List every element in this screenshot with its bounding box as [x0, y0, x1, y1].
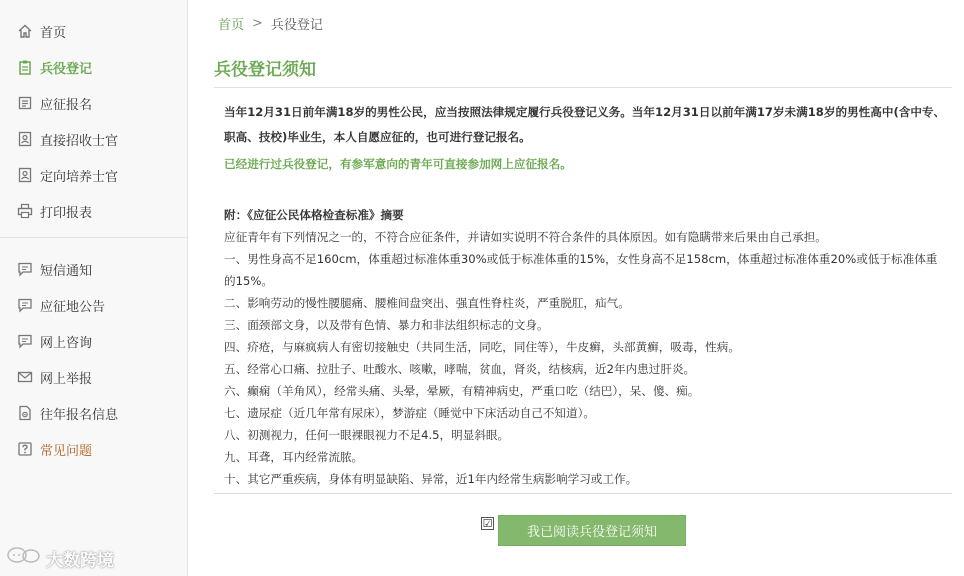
list-item: 一、男性身高不足160cm，体重超过标准体重30%或低于标准体重的15%，女性身高不足158cm，体重超过标准体重20%或低于标准体重的15%。 [224, 252, 938, 288]
appendix-title: 附：《应征公民体格检查标准》摘要 [224, 208, 404, 222]
printer-icon [16, 202, 34, 220]
chat-icon [16, 332, 34, 350]
sidebar-item-past-signup-info[interactable] [0, 399, 188, 427]
breadcrumb-current: 兵役登记 [270, 18, 323, 33]
list-item: 二、影响劳动的慢性腰腿痛、腰椎间盘突出、强直性脊柱炎，严重脱肛，疝气。 [224, 296, 630, 310]
sidebar-item-label: 定向培养士官 [40, 169, 119, 185]
chat-icon [16, 296, 34, 314]
agree-read-button[interactable]: 我已阅读兵役登记须知 [498, 515, 686, 546]
sidebar-item-label: 网上咨询 [40, 335, 93, 351]
sidebar-item-military-registration[interactable] [0, 53, 188, 81]
sidebar-item-print-report[interactable] [0, 197, 188, 225]
list-item: 九、耳聋，耳内经常流脓。 [224, 450, 364, 464]
sidebar-divider [0, 237, 188, 238]
agree-checkbox[interactable]: ☑ [482, 517, 493, 530]
disqualification-list [224, 248, 946, 490]
content-divider [214, 493, 952, 494]
sidebar-item-direct-nco[interactable] [0, 125, 188, 153]
watermark-text: 大数跨境 [46, 551, 114, 571]
registration-notice: 已经进行过兵役登记，有参军意向的青年可直接参加网上应征报名。 [224, 157, 572, 171]
sidebar-item-home[interactable] [0, 17, 188, 45]
list-item: 五、经常心口痛、拉肚子、吐酸水、咳嗽，哮喘，贫血，肾炎，结核病，近2年内患过肝炎。 [224, 362, 696, 376]
sidebar-item-directed-nco[interactable] [0, 161, 188, 189]
list-item: 三、面颈部文身，以及带有色情、暴力和非法组织标志的文身。 [224, 318, 549, 332]
sidebar-item-label: 应征地公告 [40, 299, 106, 315]
list-item: 六、癫痫（羊角风），经常头痛、头晕，晕厥，有精神病史，严重口吃（结巴），呆、傻、痴。 [224, 384, 700, 398]
sidebar-item-label: 直接招收士官 [40, 133, 119, 149]
sidebar-item-label: 常见问题 [40, 443, 93, 459]
chat-icon [16, 260, 34, 278]
sidebar [0, 0, 188, 576]
sidebar-item-label: 首页 [40, 25, 67, 41]
sidebar-item-label: 兵役登记 [40, 61, 93, 77]
list-item: 四、疥疮，与麻疯病人有密切接触史（共同生活，同吃，同住等），牛皮癣，头部黄癣，吸毒，性病。 [224, 340, 740, 354]
list-item: 七、遗尿症（近几年常有尿床），梦游症（睡觉中下床活动自己不知道）。 [224, 406, 595, 420]
sidebar-item-label: 短信通知 [40, 263, 93, 279]
list-item: 十、其它严重疾病，身体有明显缺陷、异常，近1年内经常生病影响学习或工作。 [224, 472, 638, 486]
notice-content [224, 100, 946, 490]
sidebar-item-label: 应征报名 [40, 97, 93, 113]
sidebar-item-online-consult[interactable] [0, 327, 188, 355]
mail-icon [16, 368, 34, 386]
list-item: 八、初测视力，任何一眼裸眼视力不足4.5，明显斜眼。 [224, 428, 510, 442]
sidebar-item-label: 往年报名信息 [40, 407, 119, 423]
title-divider [214, 87, 952, 88]
breadcrumb [218, 14, 323, 33]
sidebar-item-faq[interactable] [0, 435, 188, 463]
sidebar-item-enlistment-signup[interactable] [0, 89, 188, 117]
document-icon [16, 94, 34, 112]
sidebar-item-label: 网上举报 [40, 371, 93, 387]
user-card-icon [16, 166, 34, 184]
sidebar-item-label: 打印报表 [40, 205, 93, 221]
watermark [6, 546, 114, 571]
user-card-icon [16, 130, 34, 148]
home-icon [16, 22, 34, 40]
appendix-lead: 应征青年有下列情况之一的，不符合应征条件，并请如实说明不符合条件的具体原因。如有隐瞒带来后果由自己承担。 [224, 230, 827, 244]
registration-intro: 当年12月31日前年满18岁的男性公民，应当按照法律规定履行兵役登记义务。当年12月31日以前年满17岁未满18岁的男性高中(含中专、职高、技校)毕业生，本人自愿应征的，也可进行登记报名。 [224, 105, 946, 144]
sidebar-item-online-report[interactable] [0, 363, 188, 391]
gear-document-icon [16, 404, 34, 422]
question-icon [16, 440, 34, 458]
breadcrumb-home-link[interactable]: 首页 [218, 18, 245, 33]
page-title: 兵役登记须知 [214, 60, 316, 80]
sidebar-item-local-announcement[interactable] [0, 291, 188, 319]
sidebar-item-sms-notice[interactable] [0, 255, 188, 283]
clipboard-icon [16, 58, 34, 76]
breadcrumb-separator: > [252, 16, 263, 31]
chat-bubble-icon [6, 546, 46, 571]
